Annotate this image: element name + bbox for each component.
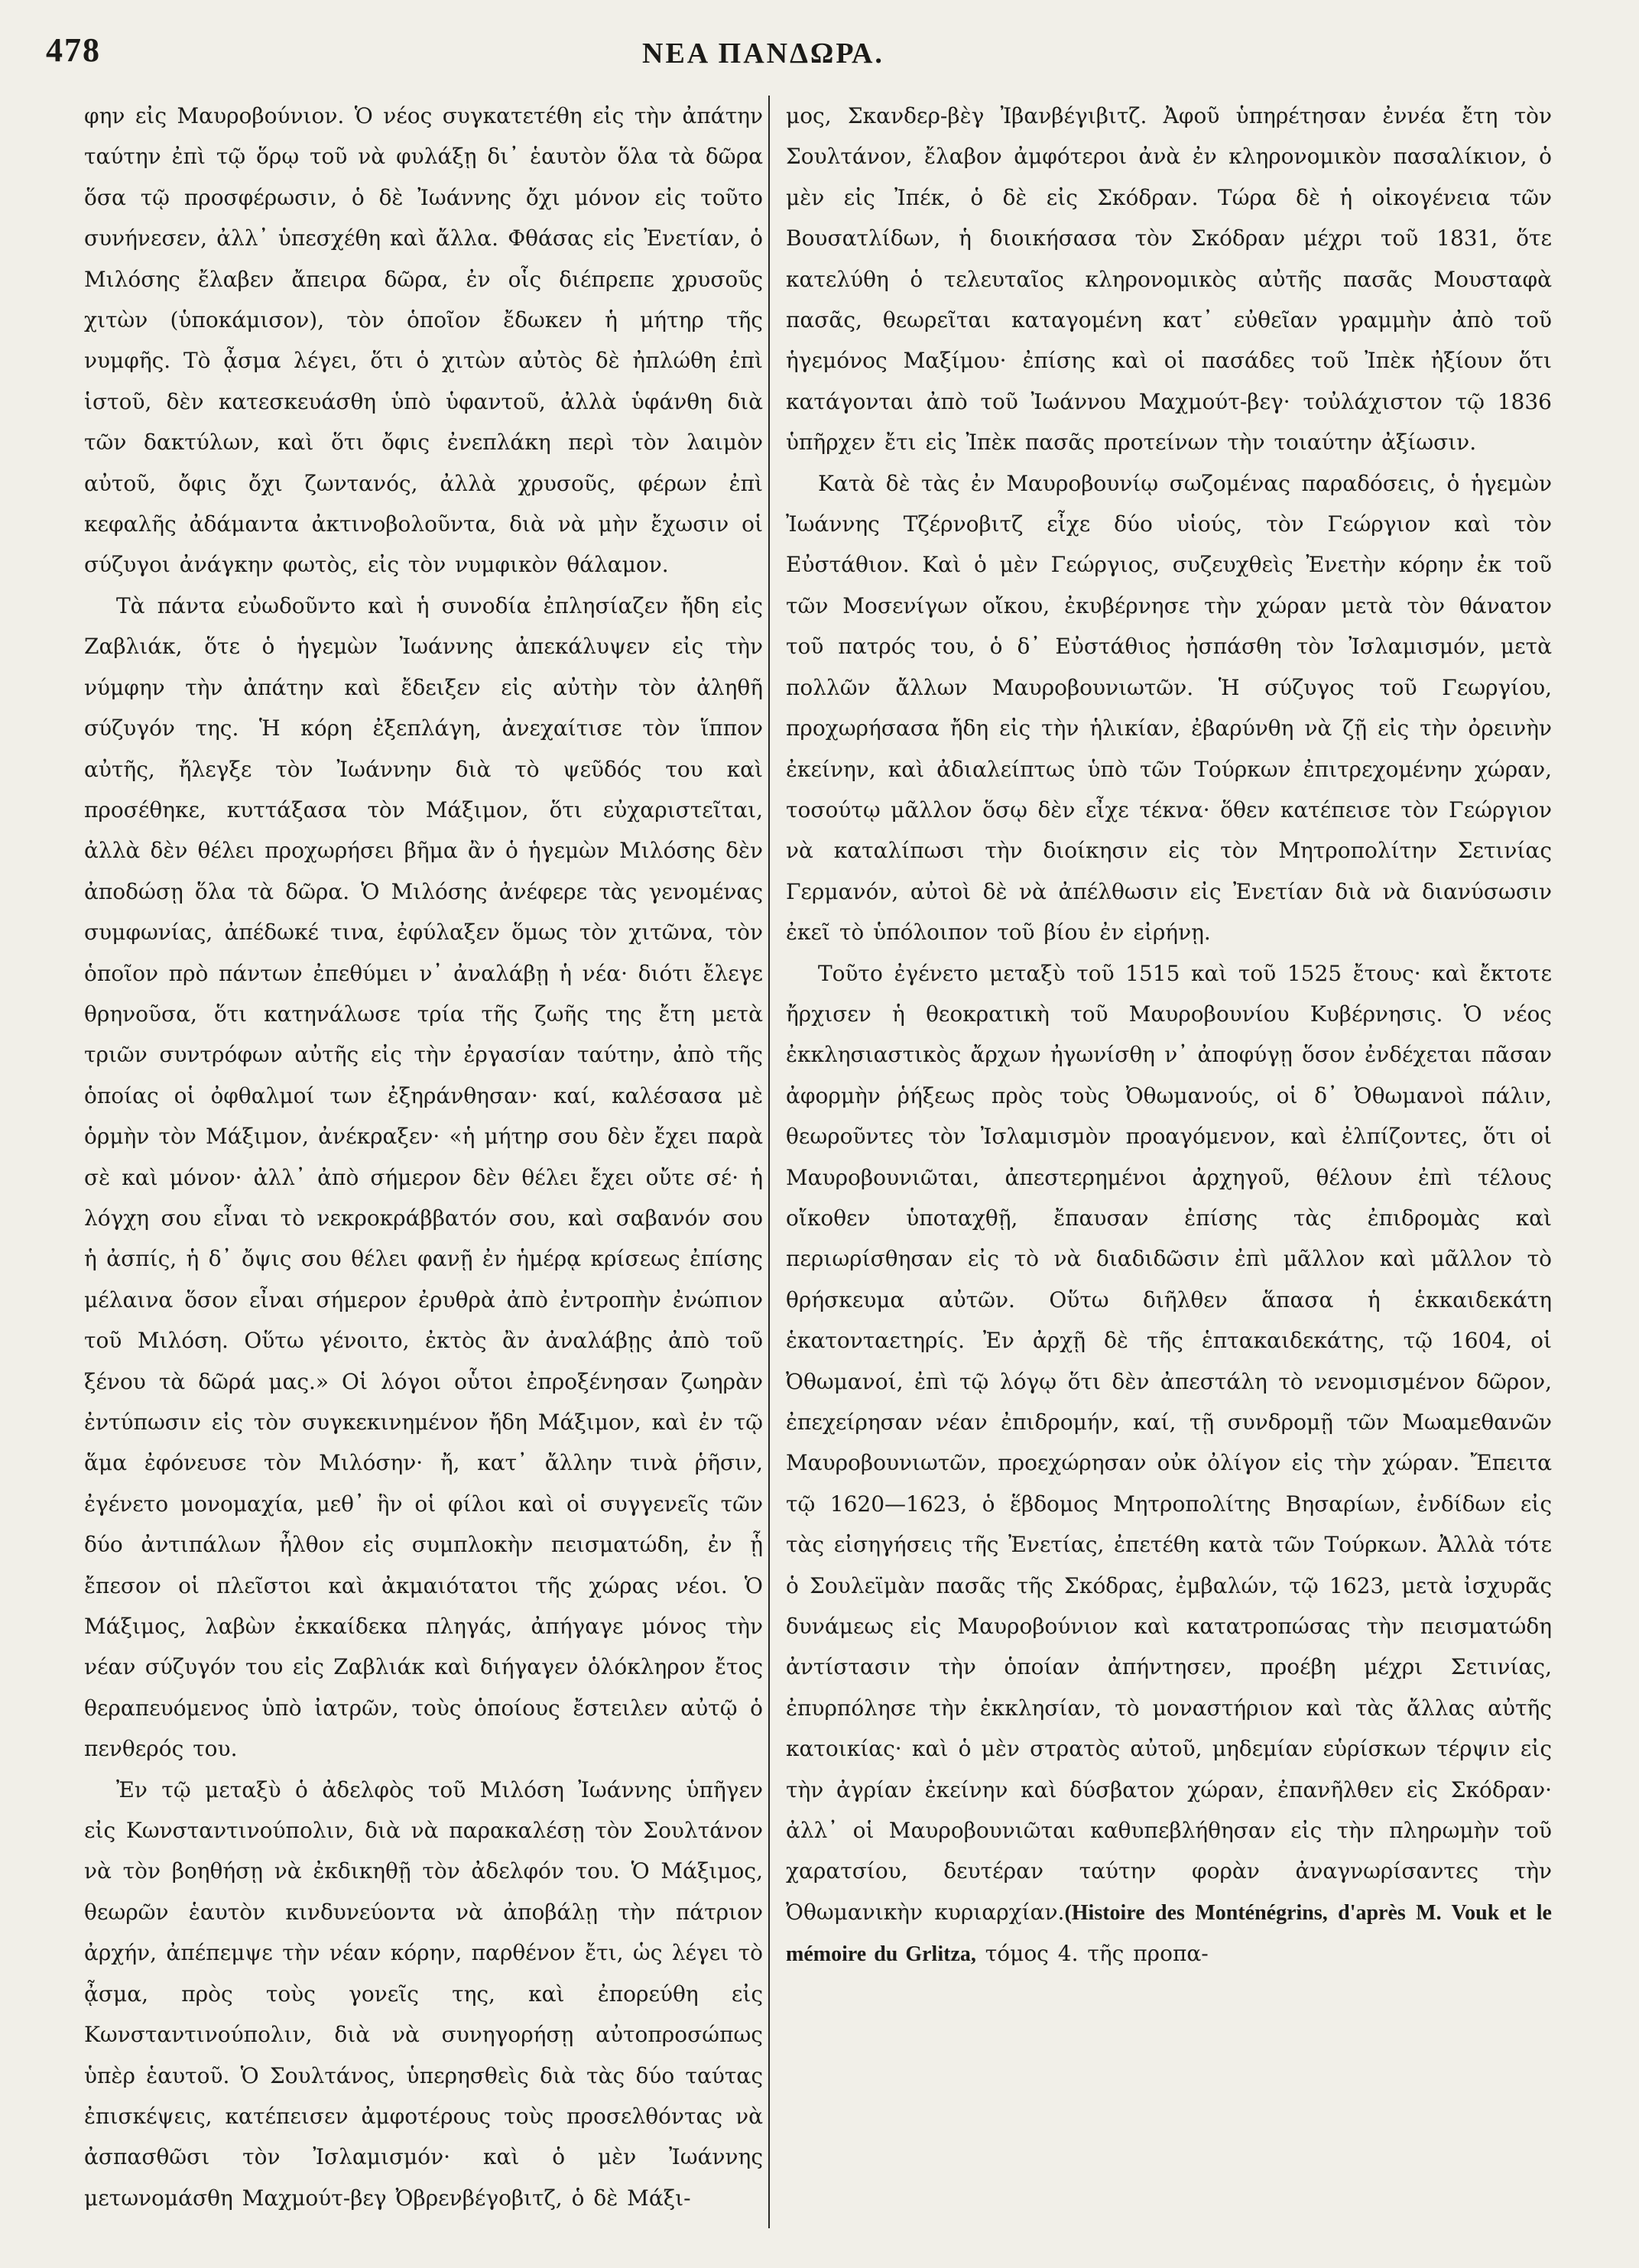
page-number: 478 [46,31,101,69]
left-column [84,96,763,2228]
paragraph: Ἐν τῷ μεταξὺ ὁ ἀδελφὸς τοῦ Μιλόση Ἰωάννης ὑπῆγεν εἰς Κωνσταντινούπολιν, διὰ νὰ παρακαλέσῃ τὸν Σουλτάνον νὰ τὸν βοηθήσῃ νὰ ἐκδικηθῇ τὸν ἀδελφόν του. Ὁ Μάξιμος, θεωρῶν ἑαυτὸν κινδυνεύοντα νὰ ἀποβάλῃ τὴν πάτριον ἀρχήν, ἀπέπεμψε τὴν νέαν κόρην, παρθένον ἔτι, ὡς λέγει τὸ ᾆσμα, πρὸς τοὺς γονεῖς της, καὶ ἐπορεύθη εἰς Κωνσταντινούπολιν, διὰ νὰ συνηγορήσῃ αὐτοπροσώπως ὑπὲρ ἑαυτοῦ. Ὁ Σουλτάνος, ὑπερησθεὶς διὰ τὰς δύο ταύτας ἐπισκέψεις, κατέπεισεν ἀμφοτέρους τοὺς προσελθόντας νὰ ἀσπασθῶσι τὸν Ἰσλαμισμόν· καὶ ὁ μὲν Ἰωάννης μετωνομάσθη Μαχμούτ-βεγ Ὀβρενβέγοβιτζ, ὁ δὲ Μάξι- [84,1776,763,2211]
paragraph: Κατὰ δὲ τὰς ἐν Μαυροβουνίῳ σωζομένας παραδόσεις, ὁ ἡγεμὼν Ἰωάννης Τζέρνοβιτζ εἶχε δύο υἱούς, τὸν Γεώργιον καὶ τὸν Εὐστάθιον. Καὶ ὁ μὲν Γεώργιος, συζευχθεὶς Ἐνετὴν κόρην ἐκ τοῦ τῶν Μοσενίγων οἴκου, ἐκυβέρνησε τὴν χώραν μετὰ τὸν θάνατον τοῦ πατρός του, ὁ δ᾽ Εὐστάθιος ἠσπάσθη τὸν Ἰσλαμισμόν, μετὰ πολλῶν ἄλλων Μαυροβουνιωτῶν. Ἡ σύζυγος τοῦ Γεωργίου, προχωρήσασα ἤδη εἰς τὴν ἡλικίαν, ἐβαρύνθη νὰ ζῇ εἰς τὴν ὀρεινὴν ἐκείνην, καὶ ἀδιαλείπτως ὑπὸ τῶν Τούρκων ἐπιτρεχομένην χώραν, τοσούτῳ μᾶλλον ὅσῳ δὲν εἶχε τέκνα· ὅθεν κατέπεισε τὸν Γεώργιον νὰ καταλίπωσι τὴν διοίκησιν εἰς τὸν Μητροπολίτην Σετινίας Γερμανόν, αὐτοὶ δὲ νὰ ἀπέλθωσιν εἰς Ἐνετίαν διὰ νὰ διανύσωσιν ἐκεῖ τὸ ὑπόλοιπον τοῦ βίου ἐν εἰρήνῃ. [786,470,1552,946]
citation-latin: (Histoire des Monténégrins, d'après M. Vouk et le mémoire du Grlitza, [786,1900,1552,1967]
paragraph: Τὰ πάντα εὐωδοῦντο καὶ ἡ συνοδία ἐπλησίαζεν ἤδη εἰς Ζαβλιάκ, ὅτε ὁ ἡγεμὼν Ἰωάννης ἀπεκάλυψεν εἰς τὴν νύμφην τὴν ἀπάτην καὶ ἔδειξεν εἰς αὐτὴν τὸν ἀληθῆ σύζυγόν της. Ἡ κόρη ἐξεπλάγη, ἀνεχαίτισε τὸν ἵππον αὐτῆς, ἤλεγξε τὸν Ἰωάννην διὰ τὸ ψεῦδός του καὶ προσέθηκε, κυττάξασα τὸν Μάξιμον, ὅτι εὐχαριστεῖται, ἀλλὰ δὲν θέλει προχωρήσει βῆμα ἂν ὁ ἡγεμὼν Μιλόσης δὲν ἀποδώσῃ ὅλα τὰ δῶρα. Ὁ Μιλόσης ἀνέφερε τὰς γενομένας συμφωνίας, ἀπέδωκέ τινα, ἐφύλαξεν ὅμως τὸν χιτῶνα, τὸν ὁποῖον πρὸ πάντων ἐπεθύμει ν᾽ ἀναλάβῃ ἡ νέα· διότι ἔλεγε θρηνοῦσα, ὅτι κατηνάλωσε τρία τῆς ζωῆς της ἔτη μετὰ τριῶν συντρόφων αὐτῆς εἰς τὴν ἐργασίαν ταύτην, ἀπὸ τῆς ὁποίας οἱ ὀφθαλμοί των ἐξηράνθησαν· καί, καλέσασα μὲ ὁρμὴν τὸν Μάξιμον, ἀνέκραξεν· «ἡ μήτηρ σου δὲν ἔχει παρὰ σὲ καὶ μόνον· ἀλλ᾽ ἀπὸ σήμερον δὲν θέλει ἔχει οὔτε σέ· ἡ λόγχη σου εἶναι τὸ νεκροκράββατόν σου, καὶ σαβανόν σου ἡ ἀσπίς, ἡ δ᾽ ὄψις σου θέλει φανῇ ἐν ἡμέρᾳ κρίσεως ἐπίσης μέλαινα ὅσον εἶναι σήμερον ἐρυθρὰ ἀπὸ ἐντροπὴν ἐνώπιον τοῦ Μιλόση. Οὕτω γένοιτο, ἐκτὸς ἂν ἀναλάβῃς ἀπὸ τοῦ ξένου τὰ δῶρά μας.» Οἱ λόγοι οὗτοι ἐπροξένησαν ζωηρὰν ἐντύπωσιν εἰς τὸν συγκεκινημένον ἤδη Μάξιμον, καὶ ἐν τῷ ἅμα ἐφόνευσε τὸν Μιλόσην· ἤ, κατ᾽ ἄλλην τινὰ ῥῆσιν, ἐγένετο μονομαχία, μεθ᾽ ἣν οἱ φίλοι καὶ οἱ συγγενεῖς τῶν δύο ἀντιπάλων ἦλθον εἰς συμπλοκὴν πεισματώδη, ἐν ᾗ ἔπεσον οἱ πλεῖστοι καὶ ἀκμαιότατοι τῆς χώρας νέοι. Ὁ Μάξιμος, λαβὼν ἐκκαίδεκα πληγάς, ἀπήγαγε μόνος τὴν νέαν σύζυγόν του εἰς Ζαβλιάκ καὶ διήγαγεν ὁλόκληρον ἔτος θεραπευόμενος ὑπὸ ἰατρῶν, τοὺς ὁποίους ἔστειλεν αὐτῷ ὁ πενθερός του. [84,592,763,1762]
running-title: ΝΕΑ ΠΑΝΔΩΡΑ. [642,37,884,70]
text-columns [84,96,1552,2228]
paragraph: μος, Σκανδερ-βὲγ Ἰβανβέγιβιτζ. Ἀφοῦ ὑπηρέτησαν ἐννέα ἔτη τὸν Σουλτάνον, ἔλαβον ἀμφότεροι ἀνὰ ἐν κληρονομικὸν πασαλίκιον, ὁ μὲν εἰς Ἰπέκ, ὁ δὲ εἰς Σκόδραν. Τώρα δὲ ἡ οἰκογένεια τῶν Βουσατλίδων, ἡ διοικήσασα τὸν Σκόδραν μέχρι τοῦ 1831, ὅτε κατελύθη ὁ τελευταῖος κληρονομικὸς αὐτῆς πασᾶς Μουσταφὰ πασᾶς, θεωρεῖται καταγομένη κατ᾽ εὐθεῖαν γραμμὴν ἀπὸ τοῦ ἡγεμόνος Μαξίμου· ἐπίσης καὶ οἱ πασάδες τοῦ Ἰπὲκ ἠξίουν ὅτι κατάγονται ἀπὸ τοῦ Ἰωάννου Μαχμούτ-βεγ· τοὐλάχιστον τῷ 1836 ὑπῆρχεν ἔτι εἰς Ἰπὲκ πασᾶς προτείνων τὴν τοιαύτην ἀξίωσιν. [786,103,1552,456]
paragraph-text: Τοῦτο ἐγένετο μεταξὺ τοῦ 1515 καὶ τοῦ 1525 ἔτους· καὶ ἔκτοτε ἤρχισεν ἡ θεοκρατικὴ τοῦ Μαυροβουνίου Κυβέρνησις. Ὁ νέος ἐκκλησιαστικὸς ἄρχων ἠγωνίσθη ν᾽ ἀποφύγῃ ὅσον ἐνδέχεται πᾶσαν ἀφορμὴν ῥήξεως πρὸς τοὺς Ὀθωμανούς, οἱ δ᾽ Ὀθωμανοὶ πάλιν, θεωροῦντες τὸν Ἰσλαμισμὸν προαγόμενον, καὶ ἐλπίζοντες, ὅτι οἱ Μαυροβουνιῶται, ἀπεστερημένοι ἀρχηγοῦ, θέλουν ἐπὶ τέλους οἴκοθεν ὑποταχθῇ, ἔπαυσαν ἐπίσης τὰς ἐπιδρομὰς καὶ περιωρίσθησαν εἰς τὸ νὰ διαδιδῶσιν ἐπὶ μᾶλλον καὶ μᾶλλον τὸ θρήσκευμα αὐτῶν. Οὕτω διῆλθεν ἅπασα ἡ ἑκκαιδεκάτη ἑκατονταετηρίς. Ἐν ἀρχῇ δὲ τῆς ἑπτακαιδεκάτης, τῷ 1604, οἱ Ὀθωμανοί, ἐπὶ τῷ λόγῳ ὅτι δὲν ἀπεστάλη τὸ νενομισμένον δῶρον, ἐπεχείρησαν νέαν ἐπιδρομήν, καί, τῇ συνδρομῇ τῶν Μωαμεθανῶν Μαυροβουνιωτῶν, προεχώρησαν οὐκ ὀλίγον εἰς τὴν χώραν. Ἔπειτα τῷ 1620—1623, ὁ ἕβδομος Μητροπολίτης Βησαρίων, ἐνδίδων εἰς τὰς εἰσηγήσεις τῆς Ἐνετίας, ἐπετέθη κατὰ τῶν Τούρκων. Ἀλλὰ τότε ὁ Σουλεϊμὰν πασᾶς τῆς Σκόδρας, ἐμβαλών, τῷ 1623, μετὰ ἰσχυρᾶς δυνάμεως εἰς Μαυροβούνιον καὶ κατατροπώσας τὴν πεισματώδη ἀντίστασιν τὴν ὁποίαν ἀπήντησεν, προέβη μέχρι Σετινίας, ἐπυρπόλησε τὴν ἐκκλησίαν, τὸ μοναστήριον καὶ τὰς ἄλλας αὐτῆς κατοικίας· καὶ ὁ μὲν στρατὸς αὐτοῦ, μηδεμίαν εὑρίσκων τέρψιν εἰς τὴν ἀγρίαν ἐκείνην καὶ δύσβατον χώραν, ἐπανῆλθεν εἰς Σκόδραν· ἀλλ᾽ οἱ Μαυροβουνιῶται καθυπεβλήθησαν εἰς τὴν πληρωμὴν τοῦ χαρατσίου, δευτέραν ταύτην φορὰν ἀναγνωρίσαντες τὴν Ὀθωμανικὴν κυριαρχίαν. [786,960,1552,1925]
paragraph [786,953,1552,1975]
right-column [786,96,1552,2228]
page-header [46,31,1578,84]
paragraph: φην εἰς Μαυροβούνιον. Ὁ νέος συγκατετέθη εἰς τὴν ἀπάτην ταύτην ἐπὶ τῷ ὅρῳ τοῦ νὰ φυλάξῃ δι᾽ ἑαυτὸν ὅλα τὰ δῶρα ὅσα τῷ προσφέρωσιν, ὁ δὲ Ἰωάννης ὄχι μόνον εἰς τοῦτο συνήνεσεν, ἀλλ᾽ ὑπεσχέθη καὶ ἄλλα. Φθάσας εἰς Ἐνετίαν, ὁ Μιλόσης ἔλαβεν ἄπειρα δῶρα, ἐν οἷς διέπρεπε χρυσοῦς χιτὼν (ὑποκάμισον), τὸν ὁποῖον ἔδωκεν ἡ μήτηρ τῆς νυμφῆς. Τὸ ᾆσμα λέγει, ὅτι ὁ χιτὼν αὐτὸς δὲ ἠπλώθη ἐπὶ ἱστοῦ, δὲν κατεσκευάσθη ὑπὸ ὑφαντοῦ, ἀλλὰ ὑφάνθη διὰ τῶν δακτύλων, καὶ ὅτι ὄφις ἐνεπλάκη περὶ τὸν λαιμὸν αὐτοῦ, ὄφις ὄχι ζωντανός, ἀλλὰ χρυσοῦς, φέρων ἐπὶ κεφαλῆς ἀδάμαντα ἀκτινοβολοῦντα, διὰ νὰ μὴν ἔχωσιν οἱ σύζυγοι ἀνάγκην φωτὸς, εἰς τὸν νυμφικὸν θάλαμον. [84,103,763,578]
citation-tail: τόμος 4. τῆς προπα- [975,1941,1209,1967]
